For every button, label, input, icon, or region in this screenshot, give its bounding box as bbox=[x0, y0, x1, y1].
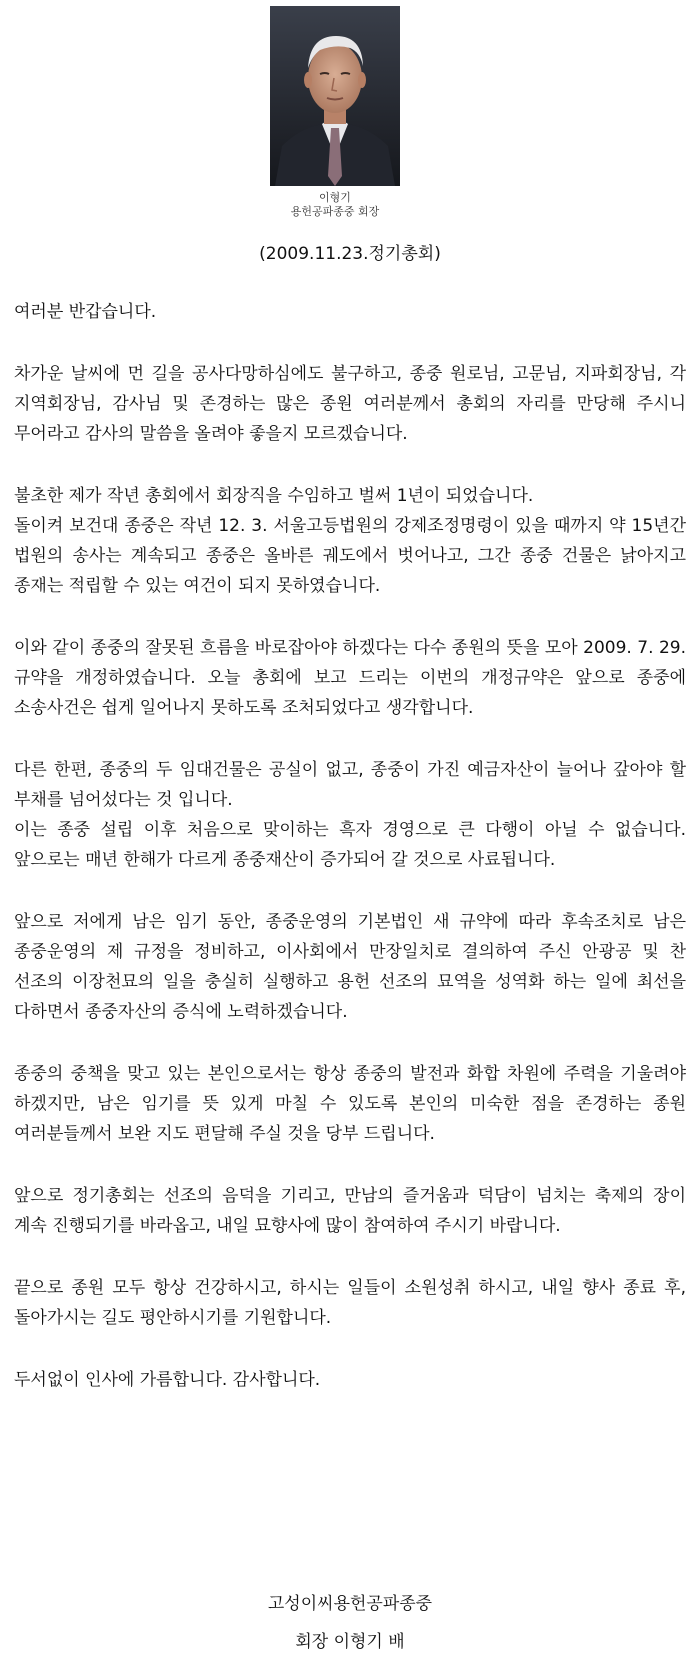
paragraph-rules-revision: 이와 같이 종중의 잘못된 흐름을 바로잡아야 하겠다는 다수 종원의 뜻을 모아 2009. 7. 29. 규약을 개정하였습니다. 오늘 총회에 보고 드리는 이번의 개정규약은 앞으로 종중에 소송사건은 쉽게 일어나지 못하도록 조처되었다고 생각합니다. bbox=[14, 638, 686, 718]
portrait-image bbox=[270, 6, 400, 186]
signature-organization: 고성이씨용헌공파종중 bbox=[267, 1594, 433, 1614]
portrait-caption-name: 이형기 bbox=[319, 191, 351, 204]
portrait-caption-role: 용헌공파종중 회장 bbox=[290, 205, 380, 218]
letter-body bbox=[14, 297, 686, 1395]
paragraph-thanks: 차가운 날씨에 먼 길을 공사다망하심에도 불구하고, 종중 원로님, 고문님, 지파회장님, 각 지역회장님, 감사님 및 존경하는 많은 종원 여러분께서 총회의 자리를 만당해 주시니 무어라고 감사의 말씀을 올려야 좋을지 모르겠습니다. bbox=[14, 364, 686, 444]
paragraph-request: 종중의 중책을 맞고 있는 본인으로서는 항상 종중의 발전과 화합 차원에 주력을 기울려야 하겠지만, 남은 임기를 뜻 있게 마칠 수 있도록 본인의 미숙한 점을 존경하는 종원 여러분들께서 보완 지도 편달해 주실 것을 당부 드립니다. bbox=[14, 1064, 686, 1144]
paragraph-finances: 다른 한편, 종중의 두 임대건물은 공실이 없고, 종중이 가진 예금자산이 늘어나 갚아야 할 부채를 넘어섰다는 것 입니다. 이는 종중 설립 이후 처음으로 맞이하는 흑자 경영으로 큰 다행이 아닐 수 없습니다. 앞으로는 매년 한해가 다르게 종중재산이 증가되어 갈 것으로 사료됩니다. bbox=[14, 760, 686, 870]
portrait-photo bbox=[270, 6, 400, 186]
paragraph-future-meetings: 앞으로 정기총회는 선조의 음덕을 기리고, 만남의 즐거움과 덕담이 넘치는 축제의 장이 계속 진행되기를 바라옵고, 내일 묘향사에 많이 참여하여 주시기 바랍니다. bbox=[14, 1186, 686, 1236]
paragraph-greeting: 여러분 반갑습니다. bbox=[14, 302, 157, 322]
paragraph-closing: 두서없이 인사에 가름합니다. 감사합니다. bbox=[14, 1370, 321, 1390]
meeting-date: (2009.11.23.정기총회) bbox=[259, 244, 441, 264]
paragraph-plans: 앞으로 저에게 남은 임기 동안, 종중운영의 기본법인 새 규약에 따라 후속조치로 남은 종중운영의 제 규정을 정비하고, 이사회에서 만장일치로 결의하여 주신 안광공 및 찬 선조의 이장천묘의 일을 충실히 실행하고 용헌 선조의 묘역을 성역화 하는 일에 최선을 다하면서 종중자산의 증식에 노력하겠습니다. bbox=[14, 912, 686, 1022]
paragraph-wishes: 끝으로 종원 모두 항상 건강하시고, 하시는 일들이 소원성취 하시고, 내일 향사 종료 후, 돌아가시는 길도 평안하시기를 기원합니다. bbox=[14, 1278, 686, 1328]
signature-name: 회장 이형기 배 bbox=[295, 1632, 405, 1652]
paragraph-history: 불초한 제가 작년 총회에서 회장직을 수임하고 벌써 1년이 되었습니다. 돌이켜 보건대 종중은 작년 12. 3. 서울고등법원의 강제조정명령이 있을 때까지 약 15년간 법원의 송사는 계속되고 종중은 올바른 궤도에서 벗어나고, 그간 종중 건물은 낡아지고 종재는 적립할 수 있는 여건이 되지 못하였습니다. bbox=[14, 486, 686, 596]
